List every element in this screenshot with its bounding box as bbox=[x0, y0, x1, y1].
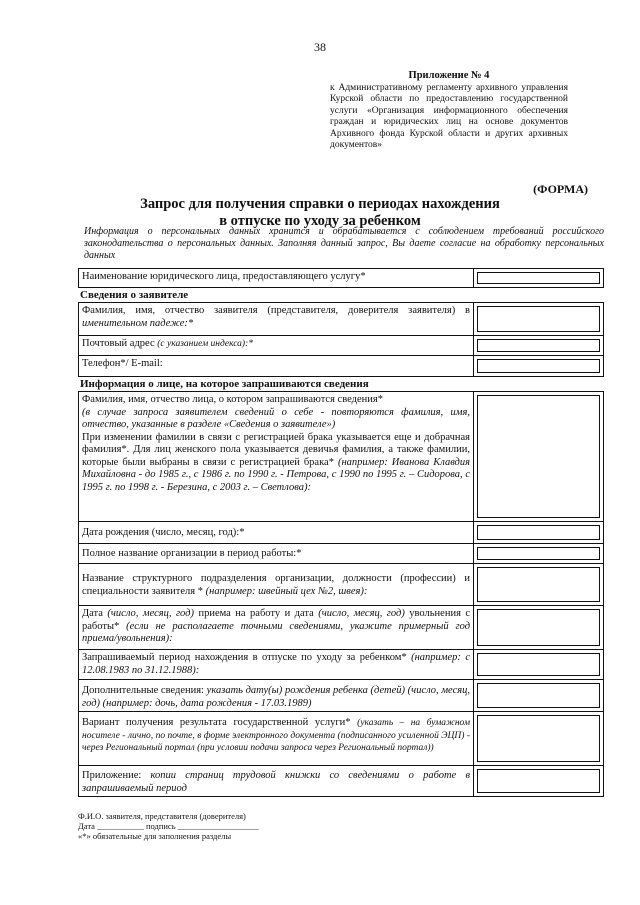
page-number: 38 bbox=[314, 40, 326, 54]
person-org-label: Полное название организации в период работы:* bbox=[79, 544, 474, 563]
person-period-label-b: (например: с 12.08.1983 по 31.12.1988): bbox=[82, 652, 470, 676]
person-period-input[interactable] bbox=[477, 653, 600, 676]
person-dates-row bbox=[79, 606, 603, 650]
appendix-title: Приложение № 4 bbox=[408, 70, 490, 81]
title-line-2: в отпуске по уходу за ребенком bbox=[219, 213, 421, 229]
person-extra-field[interactable] bbox=[474, 680, 603, 711]
person-birth-label: Дата рождения (число, месяц, год):* bbox=[79, 522, 474, 543]
person-fio-input[interactable] bbox=[477, 395, 600, 518]
person-period-label-a: Запрашиваемый период нахождения в отпуске по уходу за ребенком* bbox=[82, 652, 407, 663]
applicant-address-label bbox=[79, 336, 474, 355]
person-dates-label-b: (число, месяц, год) bbox=[107, 608, 194, 619]
applicant-fio-field[interactable] bbox=[474, 303, 603, 335]
applicant-fio-row bbox=[79, 303, 603, 336]
person-dept-label-a: Название структурного подразделения организации, должности (профессии) и специальности заявителя * bbox=[82, 573, 470, 597]
person-table bbox=[78, 391, 604, 797]
organization-table bbox=[78, 268, 604, 288]
applicant-phone-input[interactable] bbox=[477, 359, 600, 373]
person-fio-label-c-text: При изменении фамилии в связи с регистрацией брака указывается еще и добрачная фамилия*. Для лиц женского пола указывается девичья фамилия, а также фамилии, которые были выбраны в связи с регистрацией брака* bbox=[82, 431, 470, 468]
person-period-row bbox=[79, 650, 603, 680]
applicant-fio-label-a: Фамилия, имя, отчество заявителя (представителя, доверителя заявителя) в bbox=[82, 305, 470, 316]
person-dates-input[interactable] bbox=[477, 609, 600, 646]
applicant-section-heading: Сведения о заявителе bbox=[80, 289, 189, 301]
person-birth-field[interactable] bbox=[474, 522, 603, 543]
applicant-fio-label-b: именительном падеже:* bbox=[82, 317, 194, 329]
person-birth-input[interactable] bbox=[477, 525, 600, 540]
person-result-field[interactable] bbox=[474, 712, 603, 765]
applicant-address-field[interactable] bbox=[474, 336, 603, 355]
appendix-header bbox=[330, 70, 568, 152]
person-extra-label-a: Дополнительные сведения: bbox=[82, 685, 204, 696]
person-dates-label-d: (число, месяц, год) bbox=[318, 608, 405, 619]
person-result-label bbox=[79, 712, 474, 765]
applicant-phone-label: Телефон*/ E-mail: bbox=[79, 356, 474, 376]
person-org-row bbox=[79, 544, 603, 564]
organization-row bbox=[79, 269, 603, 287]
organization-field[interactable] bbox=[474, 269, 603, 287]
organization-label: Наименование юридического лица, предоставляющего услугу* bbox=[79, 269, 474, 287]
person-result-label-b: (указать – на бумажном носителе - лично, по почте, в форме электронного документа (подписанного усиленной ЭЦП) - через Региональный портал (при условии подачи запроса через Региональный портал)) bbox=[82, 718, 471, 753]
person-attach-input[interactable] bbox=[477, 769, 600, 793]
person-section-heading: Информация о лице, на которое запрашиваются сведения bbox=[80, 378, 369, 390]
person-attach-field[interactable] bbox=[474, 766, 603, 796]
person-fio-label-d: (например: Иванова Клавдия Михайловна - до 1985 г., с 1986 г. по 1990 г. - Петрова, с 1990 по 1995 г. – Сидорова, с 1995 г. по 1998 г. - Березина, с 2003 г. – Светлова): bbox=[82, 456, 471, 493]
title-line-1: Запрос для получения справки о периодах нахождения bbox=[140, 196, 500, 212]
person-fio-label-c bbox=[82, 432, 470, 495]
person-dates-label-e: увольнения с работы* bbox=[82, 608, 471, 632]
document-title bbox=[90, 196, 550, 230]
person-dept-field[interactable] bbox=[474, 564, 603, 605]
footer-note: «*» обязательные для заполнения разделы bbox=[78, 831, 232, 841]
person-fio-row bbox=[79, 392, 603, 522]
appendix-text: к Административному регламенту архивного управления Курской области по предоставлению государственной услуги «Организация информационного обеспечения граждан и юридических лиц на основе документов Архивного фонда Курской области и других архивных документов» bbox=[330, 82, 568, 150]
person-dates-field[interactable] bbox=[474, 606, 603, 649]
footer-date-signature: Дата ___________ подпись ___________________ bbox=[78, 821, 259, 831]
person-dates-label-f: (если не располагаете точными сведениями, укажите примерный год приема/увольнения): bbox=[82, 620, 471, 644]
person-dept-label-b: (например: швейный цех №2, швея): bbox=[205, 585, 368, 597]
person-dates-label bbox=[79, 606, 474, 649]
person-dates-label-c: приема на работу и дата bbox=[198, 608, 314, 619]
person-fio-field[interactable] bbox=[474, 392, 603, 521]
applicant-phone-field[interactable] bbox=[474, 356, 603, 376]
person-fio-label-a: Фамилия, имя, отчество лица, о котором запрашиваются сведения* bbox=[82, 394, 383, 405]
person-attach-row bbox=[79, 766, 603, 796]
organization-input[interactable] bbox=[477, 272, 600, 284]
applicant-address-input[interactable] bbox=[477, 339, 600, 352]
person-org-field[interactable] bbox=[474, 544, 603, 563]
person-period-field[interactable] bbox=[474, 650, 603, 679]
form-label: (ФОРМА) bbox=[533, 182, 588, 196]
person-extra-input[interactable] bbox=[477, 683, 600, 708]
applicant-address-row bbox=[79, 336, 603, 356]
person-fio-label-b: (в случае запроса заявителем сведений о себе - повторяются фамилия, имя, отчество, указанные в разделе «Сведения о заявителе») bbox=[82, 406, 470, 430]
person-org-input[interactable] bbox=[477, 547, 600, 560]
footer bbox=[78, 811, 258, 841]
person-birth-row bbox=[79, 522, 603, 544]
person-dept-label bbox=[79, 564, 474, 605]
person-extra-row bbox=[79, 680, 603, 712]
person-attach-label-b: копии страниц трудовой книжки со сведениями о работе в запрашиваемый период bbox=[82, 770, 471, 794]
person-result-label-a: Вариант получения результата государственной услуги* bbox=[82, 717, 351, 728]
person-fio-label bbox=[79, 392, 474, 521]
person-result-input[interactable] bbox=[477, 715, 600, 762]
person-dept-input[interactable] bbox=[477, 567, 600, 602]
privacy-notice: Информация о персональных данных хранится и обрабатывается с соблюдением требований российского законодательства о персональных данных. Заполняя данный запрос, Вы даете согласие на обработку персональных данных bbox=[84, 226, 604, 261]
person-attach-label-a: Приложение: bbox=[82, 770, 142, 781]
person-result-row bbox=[79, 712, 603, 766]
applicant-table bbox=[78, 302, 604, 377]
person-period-label bbox=[79, 650, 474, 679]
person-dept-row bbox=[79, 564, 603, 606]
person-extra-label bbox=[79, 680, 474, 711]
applicant-fio-input[interactable] bbox=[477, 306, 600, 332]
applicant-fio-label bbox=[79, 303, 474, 335]
person-attach-label bbox=[79, 766, 474, 796]
person-extra-label-b: указать дату(ы) рождения ребенка (детей) (число, месяц, год) (например: дочь, дата рождения - 17.03.1989) bbox=[82, 685, 470, 709]
applicant-address-label-b: (с указанием индекса):* bbox=[157, 339, 254, 349]
applicant-phone-row bbox=[79, 356, 603, 376]
footer-fio: Ф.И.О. заявителя, представителя (доверителя) bbox=[78, 811, 246, 821]
person-dates-label-a: Дата bbox=[82, 608, 103, 619]
applicant-address-label-a: Почтовый адрес bbox=[82, 338, 155, 349]
